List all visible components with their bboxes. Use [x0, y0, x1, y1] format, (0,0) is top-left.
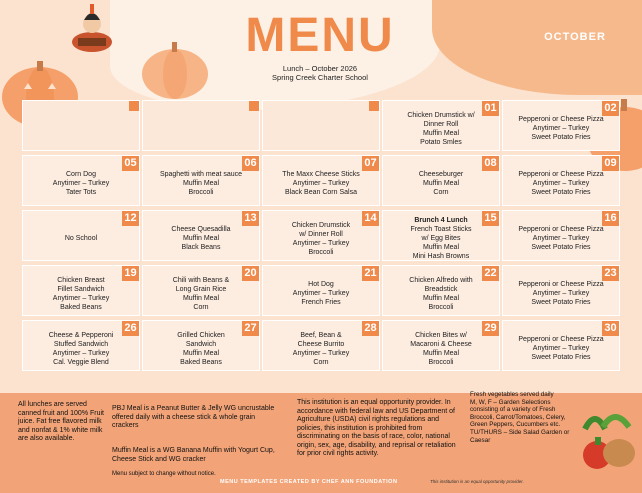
- equal-opportunity-statement: This institution is an equal opportunity provider. In accordance with federal law and US Department of Agriculture (USDA) civil rights regulations and policies, this institution is prohibited from discriminating on the basis of race, color, national origin, sex, age, disability, and reprisal or retaliation for prior civil rights activity.: [297, 399, 456, 457]
- calendar-day-cell: [502, 100, 620, 151]
- day-number: 07: [362, 156, 379, 171]
- menu-items: [147, 274, 255, 313]
- menu-items: [387, 219, 495, 258]
- change-note: Menu subject to change without notice.: [112, 471, 216, 477]
- day-number: 08: [482, 156, 499, 171]
- menu-items: [267, 274, 375, 313]
- menu-item-text: Cheese Quesadilla Muffin Meal Black Beans: [171, 226, 231, 251]
- day-number: 13: [242, 211, 259, 226]
- menu-items: [507, 164, 615, 203]
- day-number: 01: [482, 101, 499, 116]
- calendar-day-cell: [262, 210, 380, 261]
- day-number: 20: [242, 266, 259, 281]
- day-number: 26: [122, 321, 139, 336]
- menu-items: [387, 109, 495, 148]
- menu-items: [387, 274, 495, 313]
- menu-item-text: Cheeseburger Muffin Meal Corn: [418, 171, 464, 196]
- header-corner-shape: [432, 0, 642, 95]
- day-number: 27: [242, 321, 259, 336]
- template-credit: MENU TEMPLATES CREATED BY CHEF ANN FOUNDATION: [220, 479, 398, 485]
- calendar-day-cell: [502, 320, 620, 371]
- menu-item-text: Corn Dog Anytimer – Turkey Tater Tots: [52, 171, 110, 196]
- month-label: OCTOBER: [544, 31, 606, 43]
- calendar-day-cell: [382, 320, 500, 371]
- calendar-day-cell: [382, 210, 500, 261]
- calendar-day-cell: [142, 100, 260, 151]
- calendar-day-cell: [22, 100, 140, 151]
- menu-items: [507, 109, 615, 148]
- calendar-day-cell: [382, 265, 500, 316]
- menu-items: [387, 329, 495, 368]
- day-number: 22: [482, 266, 499, 281]
- calendar-day-cell: [142, 210, 260, 261]
- special-menu-heading: Brunch 4 Lunch: [414, 217, 468, 224]
- menu-items: [27, 329, 135, 368]
- menu-item-text: The Maxx Cheese Sticks Anytimer – Turkey Black Bean Corn Salsa: [282, 171, 360, 196]
- vegetable-note: Fresh vegetables served daily M, W, F – Garden Selections consisting of a variety of Fresh Broccoli, Carrot/Tomatoes, Celery, Green Peppers, Cucumbers etc. TU/THURS – Side Salad Garden or Caesar: [470, 391, 570, 444]
- pumpkin-top-icon: [140, 38, 210, 100]
- calendar-day-cell: [262, 320, 380, 371]
- menu-item-text: Chicken Drumstick w/ Dinner Roll Muffin Meal Potato Smles: [407, 111, 475, 146]
- day-number: 15: [482, 211, 499, 226]
- calendar-day-cell: [22, 265, 140, 316]
- calendar-day-cell: [502, 265, 620, 316]
- calendar-day-cell: [502, 155, 620, 206]
- menu-items: [27, 164, 135, 203]
- menu-items: [147, 219, 255, 258]
- menu-item-text: Chicken Breast Fillet Sandwich Anytimer – Turkey Baked Beans: [52, 276, 110, 311]
- day-number: 12: [122, 211, 139, 226]
- day-number: 28: [362, 321, 379, 336]
- calendar-day-cell: [262, 265, 380, 316]
- menu-item-text: Chili with Beans & Long Grain Rice Muffin Meal Corn: [172, 276, 230, 311]
- day-number: 09: [602, 156, 619, 171]
- day-number: 02: [602, 101, 619, 116]
- menu-items: [27, 219, 135, 258]
- menu-item-text: Chicken Drumstick w/ Dinner Roll Anytimer – Turkey Broccoli: [291, 221, 351, 256]
- calendar-day-cell: [382, 100, 500, 151]
- menu-items: [387, 164, 495, 203]
- menu-item-text: Pepperoni or Cheese Pizza Anytimer – Turkey Sweet Potato Fries: [518, 171, 604, 196]
- day-number: 21: [362, 266, 379, 281]
- menu-items: [27, 109, 135, 148]
- calendar-day-cell: [502, 210, 620, 261]
- menu-items: [267, 219, 375, 258]
- muffin-note: Muffin Meal is a WG Banana Muffin with Yogurt Cup, Cheese Stick and WG cracker: [112, 447, 275, 463]
- day-number: 16: [602, 211, 619, 226]
- credit-small-print: This institution is an equal opportunity provider.: [430, 479, 524, 484]
- menu-items: [507, 329, 615, 368]
- milk-note: All lunches are served canned fruit and 100% Fruit juice. Fat free flavored milk and nonfat & 1% white milk are also available.: [18, 401, 104, 442]
- calendar-day-cell: [142, 320, 260, 371]
- pbj-note: PBJ Meal is a Peanut Butter & Jelly WG uncrustable offered daily with a cheese stick & whole grain crackers: [112, 405, 275, 429]
- calendar-day-cell: [22, 210, 140, 261]
- calendar-day-cell: [262, 155, 380, 206]
- subtitle-line-1: Lunch – October 2026: [282, 64, 358, 73]
- menu-item-text: Chicken Bites w/ Macaroni & Cheese Muffin Meal Broccoli: [410, 331, 472, 366]
- menu-item-text: Pepperoni or Cheese Pizza Anytimer – Turkey Sweet Potato Fries: [518, 116, 604, 141]
- calendar-day-cell: [142, 265, 260, 316]
- day-number: 29: [482, 321, 499, 336]
- menu-item-text: Grilled Chicken Sandwich Muffin Meal Baked Beans: [177, 331, 225, 366]
- menu-items: [27, 274, 135, 313]
- menu-calendar-grid: [22, 100, 620, 426]
- menu-item-text: Beef, Bean & Cheese Burrito Anytimer – Turkey Corn: [292, 331, 350, 366]
- menu-items: [147, 329, 255, 368]
- calendar-day-cell: [22, 155, 140, 206]
- day-number: 14: [362, 211, 379, 226]
- calendar-day-cell: [142, 155, 260, 206]
- calendar-day-cell: [22, 320, 140, 371]
- chef-mascot-logo: [68, 2, 116, 54]
- menu-item-text: Hot Dog Anytimer – Turkey French Fries: [292, 281, 350, 306]
- menu-item-text: No School: [64, 235, 98, 242]
- menu-items: [147, 109, 255, 148]
- menu-items: [267, 164, 375, 203]
- menu-items: [267, 329, 375, 368]
- menu-item-text: French Toast Sticks w/ Egg Bites Muffin Meal Mini Hash Browns: [410, 226, 472, 260]
- day-number: 23: [602, 266, 619, 281]
- vegetables-basket-icon: [575, 405, 640, 475]
- menu-items: [507, 274, 615, 313]
- menu-item-text: Pepperoni or Cheese Pizza Anytimer – Turkey Sweet Potato Fries: [518, 336, 604, 361]
- day-number: 05: [122, 156, 139, 171]
- calendar-day-cell: [262, 100, 380, 151]
- menu-item-text: Chicken Alfredo with Breadstick Muffin Meal Broccoli: [409, 276, 473, 311]
- menu-items: [267, 109, 375, 148]
- menu-item-text: Pepperoni or Cheese Pizza Anytimer – Turkey Sweet Potato Fries: [518, 226, 604, 251]
- subtitle-line-2: Spring Creek Charter School: [272, 73, 368, 82]
- page-title: MENU: [245, 9, 395, 62]
- day-number: 30: [602, 321, 619, 336]
- menu-item-text: Cheese & Pepperoni Stuffed Sandwich Anytimer – Turkey Cal. Veggie Blend: [48, 331, 114, 366]
- day-number: 06: [242, 156, 259, 171]
- menu-items: [147, 164, 255, 203]
- menu-items: [507, 219, 615, 258]
- page-subtitle: [220, 64, 420, 82]
- menu-item-text: Spaghetti with meat sauce Muffin Meal Broccoli: [159, 171, 243, 196]
- calendar-day-cell: [382, 155, 500, 206]
- menu-item-text: Pepperoni or Cheese Pizza Anytimer – Turkey Sweet Potato Fries: [518, 281, 604, 306]
- day-number: 19: [122, 266, 139, 281]
